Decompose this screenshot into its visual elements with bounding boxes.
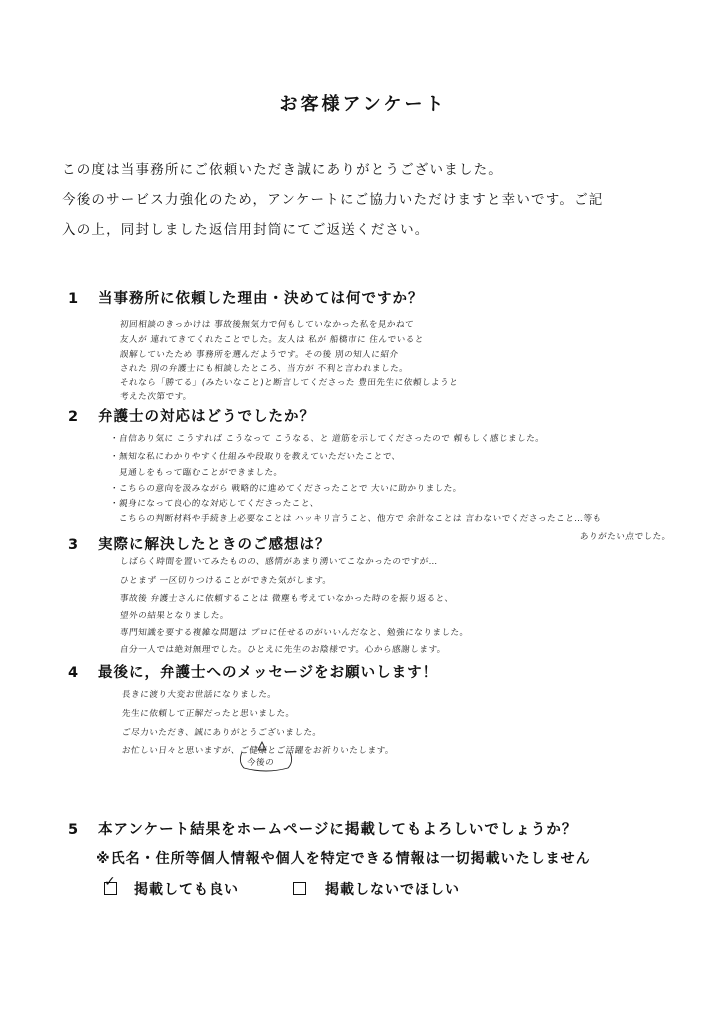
checkbox-publish-no[interactable] <box>293 882 306 895</box>
answer-2-line-3: 見通しをもって臨むことができました。 <box>109 468 284 478</box>
question-5 <box>68 818 577 839</box>
answer-3-line-2: ひとまず 一区切りつけることができた気がします。 <box>119 576 333 586</box>
question-2 <box>68 405 315 426</box>
answer-3-line-4: 望外の結果となりました。 <box>119 611 230 621</box>
question-number: 3 <box>68 537 80 553</box>
privacy-note: ※氏名・住所等個人情報や個人を特定できる情報は一切掲載いたしません <box>96 851 591 867</box>
answer-3-line-1: しばらく時間を置いてみたものの、感情があまり湧いてこなかったのですが… <box>119 557 439 567</box>
answer-1-line-4: された 別の弁護士にも相談したところ、当方が 不利と言われました。 <box>119 364 409 374</box>
question-number: 2 <box>68 409 80 425</box>
answer-2-line-7: ありがたい点でした。 <box>579 532 672 542</box>
answer-4-insert: 今後の <box>246 758 275 768</box>
question-text: 弁護士の対応はどうでしたか？ <box>98 409 315 425</box>
question-1 <box>68 287 424 308</box>
answer-1-line-5: それなら「勝てる」(みたいなこと)と断言してくださった 豊田先生に依頼しようと <box>119 378 459 388</box>
answer-2-line-5: ・親身になって良心的な対応してくださったこと、 <box>109 499 320 509</box>
intro-line-1: この度は当事務所にご依頼いただき誠にありがとうございました。 <box>62 162 503 178</box>
answer-4-line-3: ご尽力いただき、誠にありがとうございました。 <box>121 728 323 738</box>
question-text: 実際に解決したときのご感想は？ <box>98 537 331 553</box>
question-3 <box>68 533 331 554</box>
answer-1-line-6: 考えた次第です。 <box>119 392 193 402</box>
option-publish-no-label: 掲載しないでほしい <box>325 882 460 898</box>
answer-3-line-3: 事故後 弁護士さんに依頼することは 微塵も考えていなかった時のを振り返ると、 <box>119 594 455 604</box>
answer-3-line-6: 自分一人では絶対無理でした。ひとえに先生のお陰様です。心から感謝します。 <box>119 645 447 655</box>
answer-4-line-2: 先生に依頼して正解だったと思いました。 <box>121 709 296 719</box>
answer-2-line-4: ・こちらの意向を汲みながら 戦略的に進めてくださったことで 大いに助かりました。 <box>109 484 463 494</box>
question-text: 本アンケート結果をホームページに掲載してもよろしいでしょうか？ <box>98 822 578 838</box>
option-publish-ok-label: 掲載しても良い <box>134 882 239 898</box>
question-text: 当事務所に依頼した理由・決めては何ですか？ <box>98 291 424 307</box>
answer-2-line-6: こちらの判断材料や手続き上必要なことは ハッキリ言うこと、他方で 余計なことは 言わないでくださったこと…等も <box>109 514 603 524</box>
intro-line-3: 入の上，同封しました返信用封筒にてご返送ください。 <box>62 222 430 238</box>
answer-1-line-1: 初回相談のきっかけは 事故後無気力で何もしていなかった私を見かねて <box>119 320 415 330</box>
page-title: お客様アンケート <box>279 94 447 115</box>
answer-2-line-2: ・無知な私にわかりやすく仕組みや段取りを教えていただいたことで、 <box>109 452 402 462</box>
question-number: 5 <box>68 822 80 838</box>
question-text: 最後に，弁護士へのメッセージをお願いします！ <box>98 665 439 681</box>
question-4 <box>68 661 438 682</box>
answer-4-line-4: お忙しい日々と思いますが、ご健康とご活躍をお祈りいたします。 <box>121 746 395 756</box>
answer-3-line-5: 専門知識を要する複雑な問題は プロに任せるのがいいんだなと、勉強になりました。 <box>119 628 470 638</box>
answer-2-line-1: ・自信あり気に こうすれば こうなって こうなる、と 道筋を示してくださったので 頼もしく感じました。 <box>109 434 545 444</box>
intro-line-2: 今後のサービス力強化のため，アンケートにご協力いただけますと幸いです。ご記 <box>62 192 604 208</box>
answer-4-line-1: 長きに渡り大変お世話になりました。 <box>121 690 278 700</box>
answer-1-line-2: 友人が 連れてきてくれたことでした。友人は 私が 船橋市に 住んでいると <box>119 335 425 345</box>
question-number: 4 <box>68 665 80 681</box>
answer-1-line-3: 誤解していたため 事務所を選んだようです。その後 別の知人に紹介 <box>119 350 400 360</box>
question-number: 1 <box>68 291 80 307</box>
checkmark-icon: ✓ <box>104 874 116 890</box>
